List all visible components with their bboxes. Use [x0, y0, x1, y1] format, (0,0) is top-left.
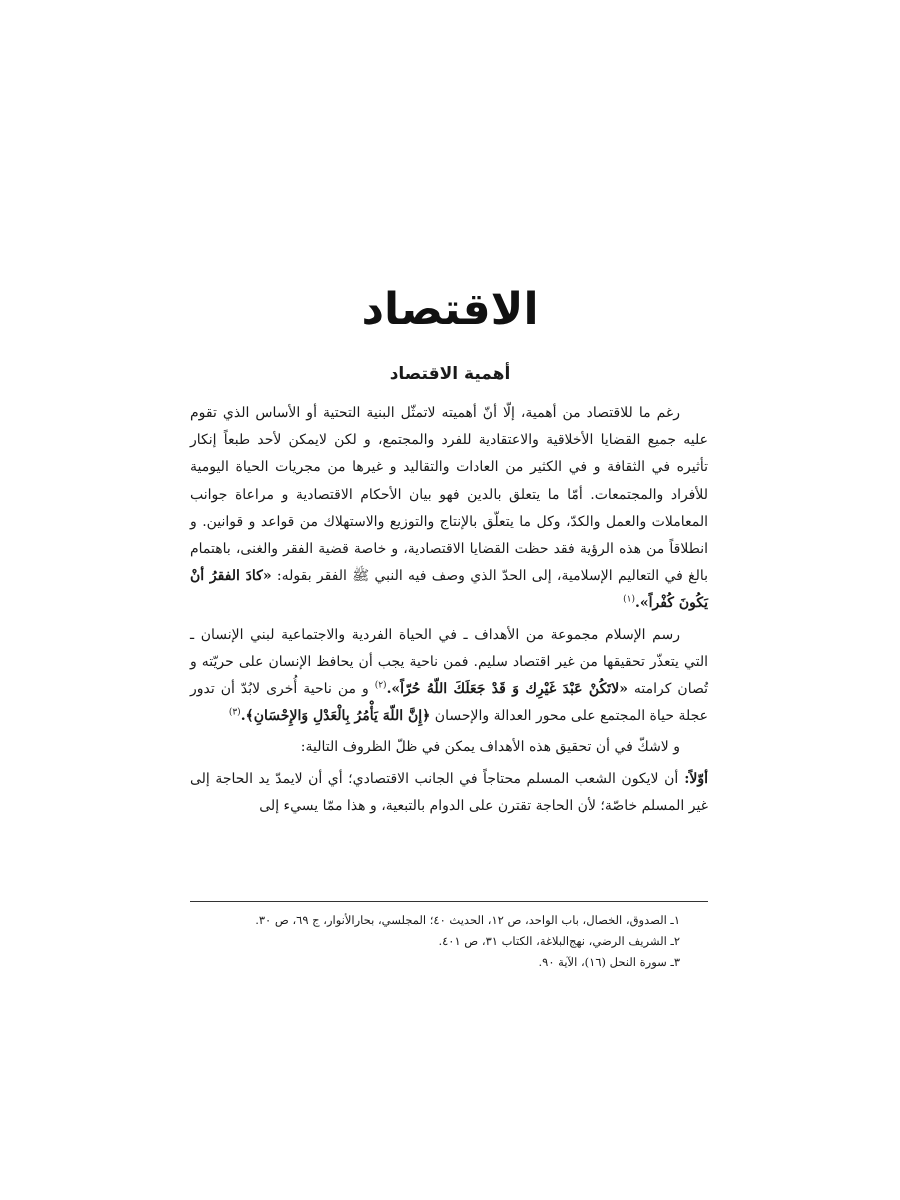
paragraph-1-text: رغم ما للاقتصاد من أهمية، إلّا أنّ أهميته لاتمثّل البنية التحتية أو الأساس الذي تقوم عليه جميع القضايا الأخلاقية والاعتقادية للفرد والمجتمع، و لكن لايمكن لأحد طبعاً إنكار تأثيره في الثقافة و في الكثير من العادات والتقاليد و غيرها من مجريات الحياة اليومية للأفراد والمجتمعات. أمّا ما يتعلق بالدين فهو بيان الأحكام الاقتصادية و مراعاة جوانب المعاملات والعمل والكدّ، وكل ما يتعلّق بالإنتاج والتوزيع والاستهلاك من قواعد و قوانين. و انطلاقاً من هذه الرؤية فقد حظت القضايا الاقتصادية، و خاصة قضية الفقر والغنى، باهتمام بالغ في التعاليم الإسلامية، إلى الحدّ الذي وصف فيه النبي ﷺ الفقر بقوله:	[190, 405, 708, 585]
footnote-1: ١ـ الصدوق، الخصال، باب الواحد، ص ١٢، الحديث ٤٠؛ المجلسي، بحارالأنوار، ج ٦٩، ص ٣٠.	[255, 913, 680, 927]
footnote-ref-2: (٢)	[374, 680, 387, 691]
section-heading: أهمية الاقتصاد	[389, 364, 511, 384]
chapter-title: الاقتصاد	[361, 284, 539, 335]
footnotes	[190, 910, 708, 973]
list-lead-first: أوّلاً:	[678, 770, 709, 787]
body-text	[190, 400, 708, 820]
footnote-3: ٣ـ سورة النحل (١٦)، الآية ٩٠.	[538, 955, 680, 969]
paragraph-1	[190, 400, 708, 618]
paragraph-4-text: أن لايكون الشعب المسلم محتاجاً في الجانب الاقتصادي؛ أي أن لايمدّ يد الحاجة إلى غير المسلم خاصّة؛ لأن الحاجة تقترن على الدوام بالتبعية، و هذا ممّا يسيء إلى	[190, 770, 708, 814]
nahj-quote: «لاتَكُنْ عَبْدَ غَيْرِك وَ قَدْ جَعَلَكَ اللّهُ حُرّاً».	[386, 681, 628, 698]
hadith-quote: «كادَ الفقرُ أنْ يَكُونَ كُفْراً».	[190, 568, 708, 612]
footnote-divider	[190, 901, 708, 902]
quran-verse: ﴿إِنَّ اللّهَ يَأْمُرُ بِالْعَدْلِ وَالإِحْسَانِ﴾.	[240, 708, 431, 725]
paragraph-3: و لاشكّ في أن تحقيق هذه الأهداف يمكن في ظلّ الظروف التالية:	[300, 739, 680, 756]
paragraph-2-text-b: و من ناحية أُخرى لابُدّ أن تدور عجلة حياة المجتمع على محور العدالة والإحسان	[190, 681, 708, 725]
footnote-2: ٢ـ الشريف الرضي، نهج‌البلاغة، الكتاب ٣١، ص ٤٠١.	[438, 934, 680, 948]
paragraph-4	[190, 766, 708, 820]
footnote-ref-3: (٣)	[228, 707, 241, 718]
paragraph-2-text-a: رسم الإسلام مجموعة من الأهداف ـ في الحياة الفردية والاجتماعية لبني الإنسان ـ التي يتعذّر تحقيقها من غير اقتصاد سليم. فمن ناحية يجب أن يحافظ الإنسان على حريّته و تُصان كرامته	[190, 626, 708, 698]
paragraph-2	[190, 622, 708, 731]
footnote-ref-1: (١)	[623, 594, 635, 605]
